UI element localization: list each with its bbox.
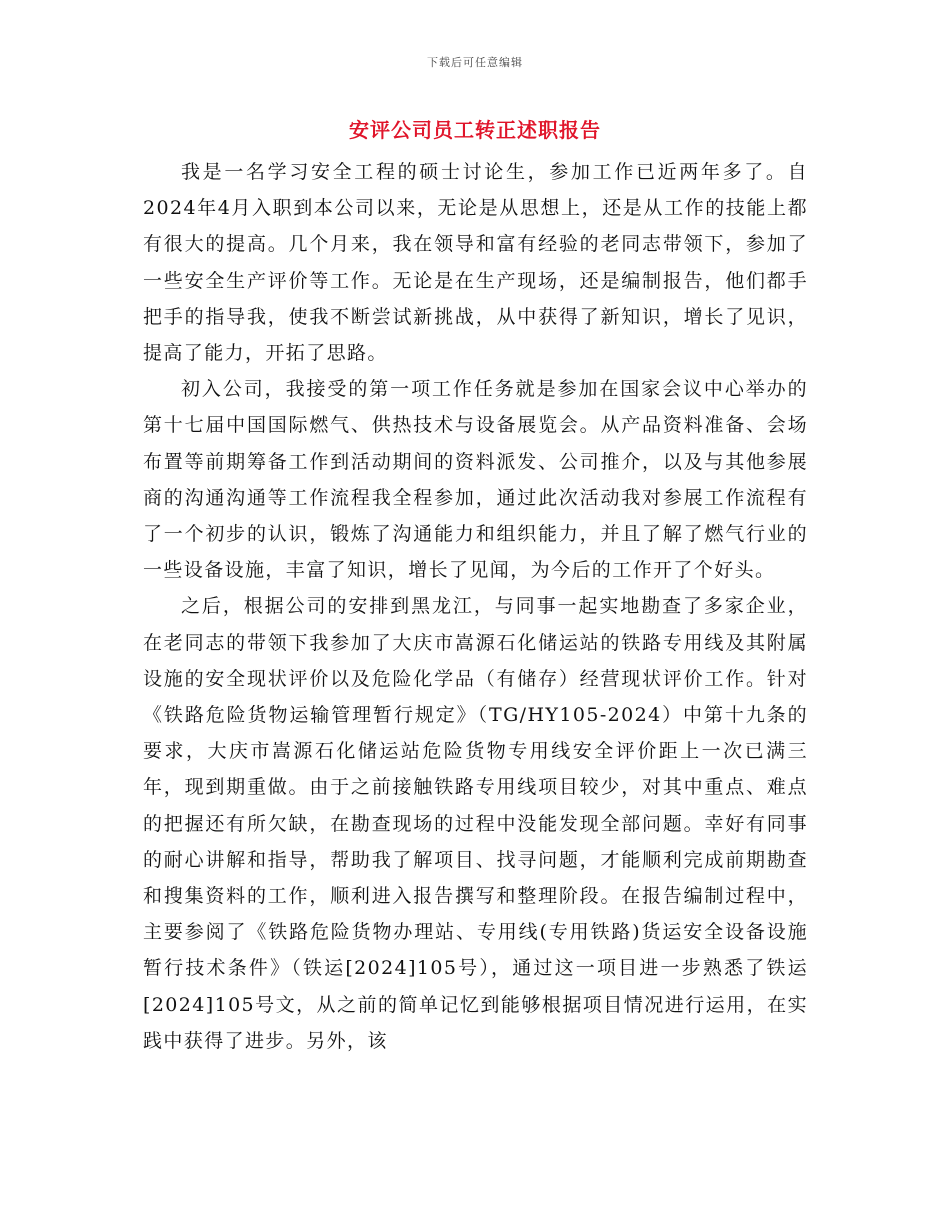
paragraph-2: 初入公司，我接受的第一项工作任务就是参加在国家会议中心举办的第十七届中国国际燃气、供热技术与设备展览会。从产品资料准备、会场布置等前期筹备工作到活动期间的资料派发、公司推介，以及与其他参展商的沟通沟通等工作流程我全程参加，通过此次活动我对参展工作流程有了一个初步的认识，锻炼了沟通能力和组织能力，并且了解了燃气行业的一些设备设施，丰富了知识，增长了见闻，为今后的工作开了个好头。 <box>143 378 808 582</box>
paragraph-1: 我是一名学习安全工程的硕士讨论生，参加工作已近两年多了。自2024年4月入职到本公司以来，无论是从思想上，还是从工作的技能上都有很大的提高。几个月来，我在领导和富有经验的老同志带领下，参加了一些安全生产评价等工作。无论是在生产现场，还是编制报告，他们都手把手的指导我，使我不断尝试新挑战，从中获得了新知识，增长了见识，提高了能力，开拓了思路。 <box>143 161 808 365</box>
paragraph-3: 之后，根据公司的安排到黑龙江，与同事一起实地勘查了多家企业，在老同志的带领下我参加了大庆市嵩源石化储运站的铁路专用线及其附属设施的安全现状评价以及危险化学品（有储存）经营现状评价工作。针对《铁路危险货物运输管理暂行规定》（TG/HY105-2024）中第十九条的要求，大庆市嵩源石化储运站危险货物专用线安全评价距上一次已满三年，现到期重做。由于之前接触铁路专用线项目较少，对其中重点、难点的把握还有所欠缺，在勘查现场的过程中没能发现全部问题。幸好有同事的耐心讲解和指导，帮助我了解项目、找寻问题，才能顺利完成前期勘查和搜集资料的工作，顺利进入报告撰写和整理阶段。在报告编制过程中，主要参阅了《铁路危险货物办理站、专用线(专用铁路)货运安全设备设施暂行技术条件》（铁运[2024]105号），通过这一项目进一步熟悉了铁运[2024]105号文，从之前的简单记忆到能够根据项目情况进行运用，在实践中获得了进步。另外，该 <box>143 595 808 1052</box>
header-note: 下载后可任意编辑 <box>427 56 523 69</box>
document-title: 安评公司员工转正述职报告 <box>349 118 601 142</box>
document-body <box>143 154 808 1059</box>
